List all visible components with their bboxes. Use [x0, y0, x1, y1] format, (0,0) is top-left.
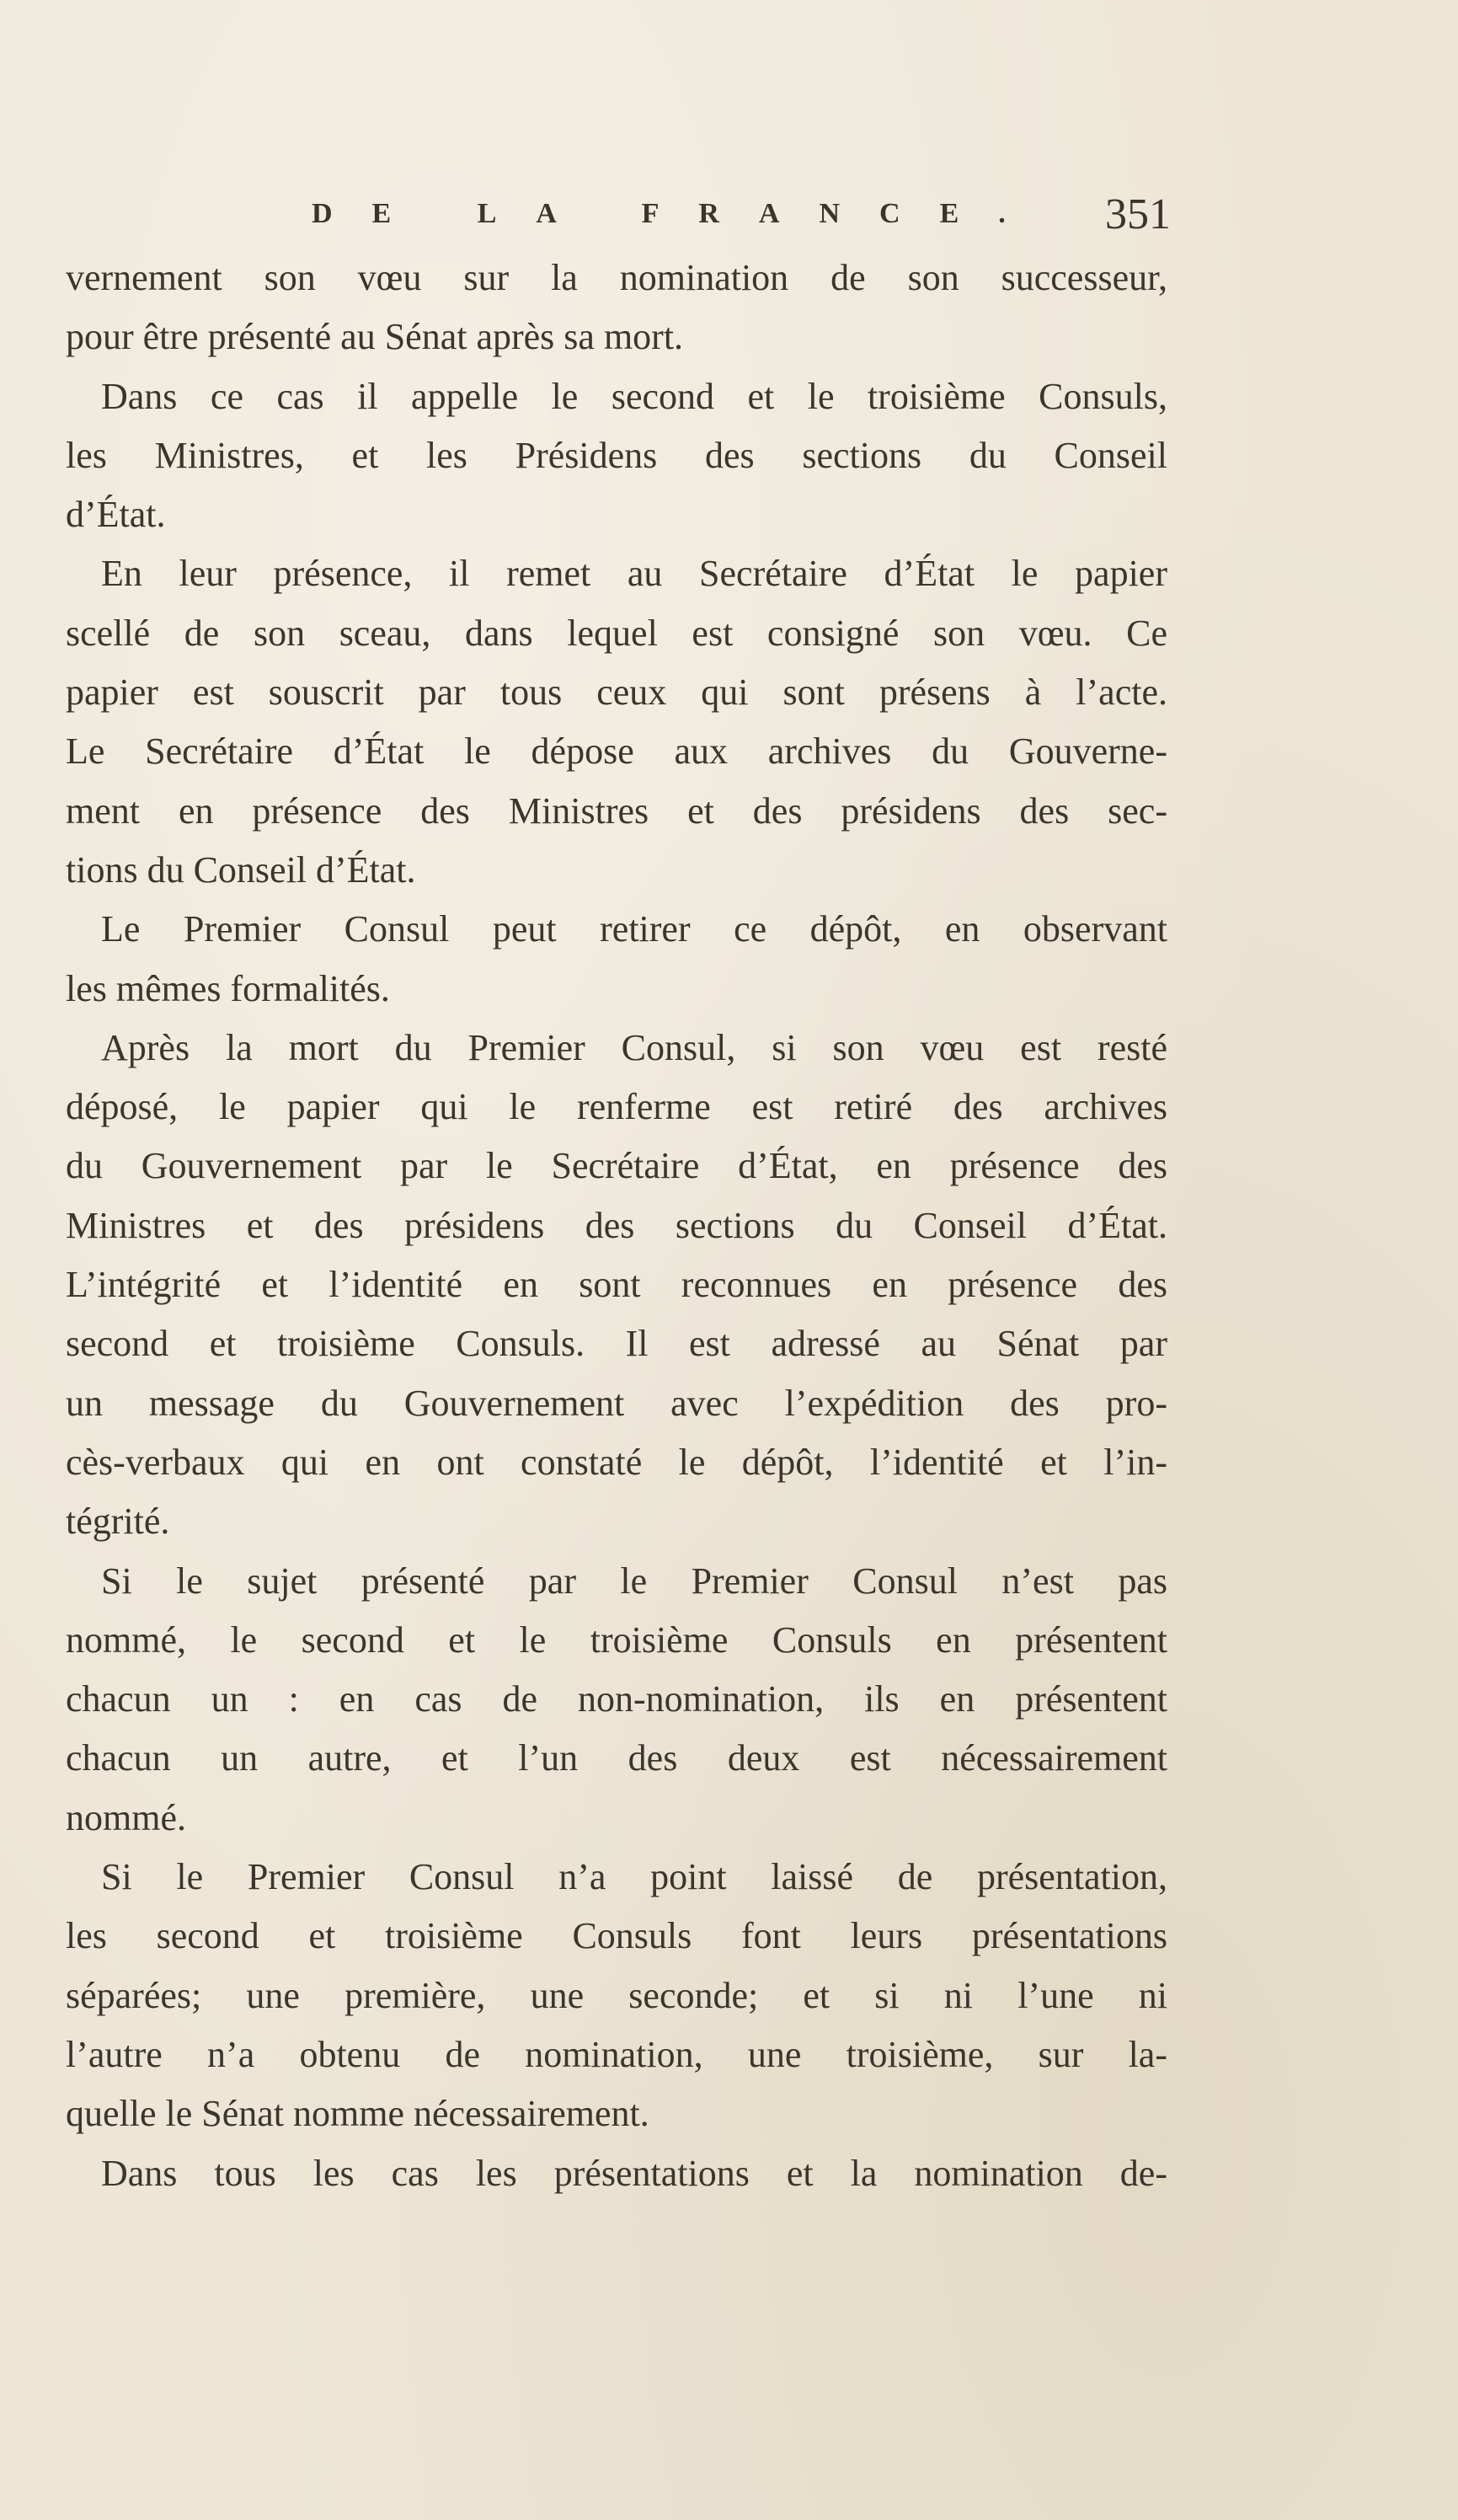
text-line: ment en présence des Ministres et des présidens des sec- — [66, 789, 1167, 832]
text-line: d’État. — [66, 494, 166, 536]
text-line: quelle le Sénat nomme nécessairement. — [66, 2093, 649, 2135]
body-text — [66, 249, 1167, 2203]
text-line: les Ministres, et les Présidens des sections du Conseil — [66, 434, 1167, 476]
text-line: déposé, le papier qui le renferme est retiré des archives — [66, 1086, 1167, 1128]
text-line: Si le Premier Consul n’a point laissé de présentation, — [101, 1856, 1167, 1898]
text-line: papier est souscrit par tous ceux qui sont présens à l’acte. — [66, 671, 1167, 714]
text-line: nommé. — [66, 1796, 186, 1838]
page-number: 351 — [1105, 190, 1171, 238]
text-line: Le Premier Consul peut retirer ce dépôt, en observant — [101, 908, 1167, 950]
text-line: Le Secrétaire d’État le dépose aux archives du Gouverne- — [66, 730, 1167, 773]
text-line: l’autre n’a obtenu de nomination, une troisième, sur la- — [66, 2033, 1167, 2075]
text-line: du Gouvernement par le Secrétaire d’État, en présence des — [66, 1145, 1167, 1187]
text-line: séparées; une première, une seconde; et si ni l’une ni — [66, 1974, 1167, 2016]
text-line: tions du Conseil d’État. — [66, 848, 416, 891]
text-line: L’intégrité et l’identité en sont reconnues en présence des — [66, 1264, 1167, 1306]
text-line: Après la mort du Premier Consul, si son vœu est resté — [101, 1026, 1167, 1068]
text-line: les mêmes formalités. — [66, 967, 390, 1009]
text-line: scellé de son sceau, dans lequel est consigné son vœu. Ce — [66, 612, 1167, 654]
text-line: tégrité. — [66, 1501, 170, 1543]
text-line: second et troisième Consuls. Il est adressé au Sénat par — [66, 1323, 1167, 1365]
running-title: DE LA FRANCE. — [312, 198, 1045, 229]
text-line: les second et troisième Consuls font leurs présentations — [66, 1915, 1167, 1957]
running-head — [312, 190, 1171, 249]
text-line: Si le sujet présenté par le Premier Consul n’est pas — [101, 1560, 1167, 1602]
text-line: chacun un autre, et l’un des deux est nécessairement — [66, 1737, 1167, 1779]
text-line: vernement son vœu sur la nomination de son successeur, — [66, 257, 1167, 298]
text-line: chacun un : en cas de non-nomination, ils en présentent — [66, 1678, 1167, 1720]
text-line: cès-verbaux qui en ont constaté le dépôt, l’identité et l’in- — [66, 1441, 1167, 1483]
text-line: Ministres et des présidens des sections du Conseil d’État. — [66, 1204, 1167, 1246]
text-line: pour être présenté au Sénat après sa mort. — [66, 316, 684, 358]
text-line: nommé, le second et le troisième Consuls en présentent — [66, 1618, 1167, 1661]
text-line: un message du Gouvernement avec l’expédition des pro- — [66, 1382, 1167, 1424]
text-line: En leur présence, il remet au Secrétaire d’État le papier — [101, 553, 1167, 595]
text-line: Dans ce cas il appelle le second et le troisième Consuls, — [101, 375, 1167, 417]
text-line: Dans tous les cas les présentations et la nomination de- — [101, 2152, 1167, 2194]
